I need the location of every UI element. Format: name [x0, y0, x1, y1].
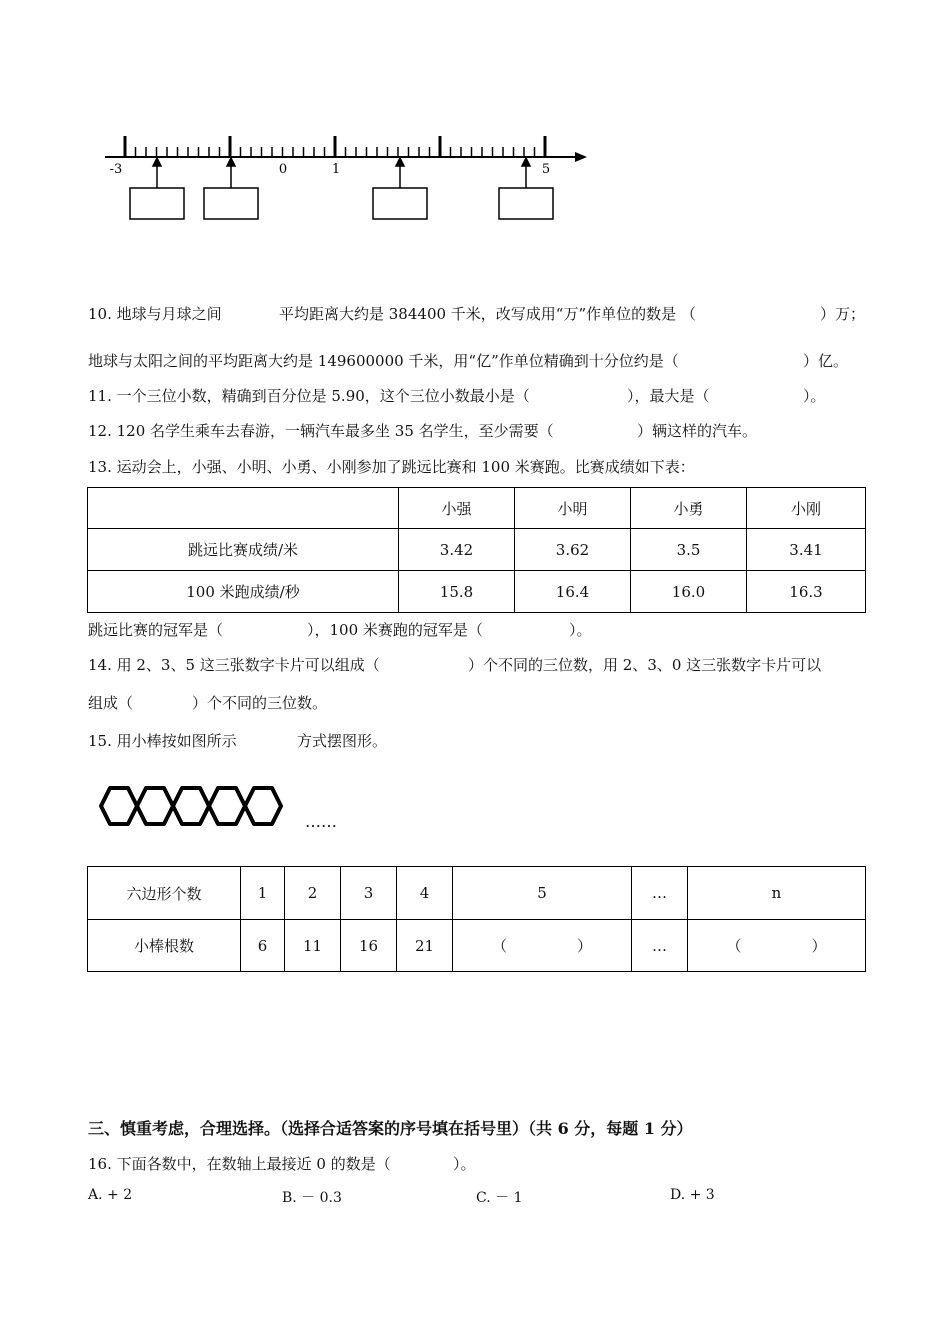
open-paren: （ [726, 937, 742, 955]
q12-part-a: 12. 120 名学生乘车去春游，一辆汽车最多坐 35 名学生，至少需要（ [88, 422, 554, 440]
close-paren: ） [811, 937, 827, 955]
row-label: 跳远比赛成绩/米 [88, 529, 399, 571]
open-paren: （ [491, 937, 507, 955]
q15-part-a: 15. 用小棒按如图所示 [88, 732, 237, 750]
row-label: 小棒根数 [88, 920, 241, 972]
section-3-heading: 三、慎重考虑，合理选择。（选择合适答案的序号填在括号里）（共 6 分，每题 1 分） [88, 1119, 693, 1138]
table-cell: 16.3 [747, 571, 866, 613]
q14-line1-part-b: ）个不同的三位数，用 2、3、0 这三张数字卡片可以 [468, 656, 822, 674]
table-cell: 15.8 [399, 571, 515, 613]
hexagon-table [87, 866, 866, 972]
answer-blank-cell[interactable] [688, 920, 866, 972]
header-cell: 小强 [399, 488, 515, 529]
q10-line2-end: ）亿。 [803, 352, 849, 370]
table-cell: 21 [397, 920, 453, 972]
row-label: 六边形个数 [88, 867, 241, 920]
table-cell: 16.0 [631, 571, 747, 613]
option-c[interactable]: C. － 1 [476, 1190, 523, 1206]
option-b[interactable]: B. － 0.3 [282, 1190, 342, 1206]
q14-line2-part-b: ）个不同的三位数。 [192, 694, 328, 712]
q14-line2-part-a: 组成（ [88, 694, 134, 712]
q11-part-c: ）。 [803, 387, 826, 405]
number-line-ticks [125, 136, 545, 157]
table-cell: 1 [241, 867, 285, 920]
answer-box-4[interactable] [499, 188, 553, 219]
q16-part-b: ）。 [453, 1155, 476, 1173]
table-cell: 16.4 [515, 571, 631, 613]
q10-line1-part-c: ）万； [820, 305, 866, 323]
table-row [88, 529, 866, 571]
table-row [88, 571, 866, 613]
table-row [88, 920, 866, 972]
option-d[interactable]: D. + 3 [670, 1187, 715, 1203]
option-a[interactable]: A. + 2 [88, 1187, 133, 1203]
q13-after-part-b: ），100 米赛跑的冠军是（ [307, 621, 483, 639]
table-cell: 11 [285, 920, 341, 972]
hexagon-chain-figure [98, 782, 298, 832]
table-cell: 3 [341, 867, 397, 920]
table-cell: 3.42 [399, 529, 515, 571]
table-cell: 3.62 [515, 529, 631, 571]
hexagon-2 [137, 788, 173, 824]
table-cell: 16 [341, 920, 397, 972]
tick-label-1: 1 [331, 162, 341, 177]
answer-box-3[interactable] [373, 188, 427, 219]
table-row [88, 867, 866, 920]
q12-part-b: ）辆这样的汽车。 [637, 422, 758, 440]
close-paren: ） [577, 937, 593, 955]
table-cell: 2 [285, 867, 341, 920]
row-label: 100 米跑成绩/秒 [88, 571, 399, 613]
q14-line1-part-a: 14. 用 2、3、5 这三张数字卡片可以组成（ [88, 656, 380, 674]
q13-after-part-c: ）。 [569, 621, 592, 639]
table-cell: 3.5 [631, 529, 747, 571]
q11-part-b: ），最大是（ [627, 387, 710, 405]
hexagon-3 [173, 788, 209, 824]
score-table [87, 487, 866, 613]
header-cell: 小明 [515, 488, 631, 529]
hexagon-5 [245, 788, 281, 824]
q13-after-part-a: 跳远比赛的冠军是（ [88, 621, 224, 639]
hexagon-4 [209, 788, 245, 824]
table-cell: 6 [241, 920, 285, 972]
q10-line1-part-b: 平均距离大约是 384400 千米，改写成用“万”作单位的数是 （ [279, 305, 696, 323]
header-cell: 小勇 [631, 488, 747, 529]
q10-line1-part-a: 10. 地球与月球之间 [88, 305, 222, 323]
q16-part-a: 16. 下面各数中，在数轴上最接近 0 的数是（ [88, 1155, 391, 1173]
header-cell [88, 488, 399, 529]
pointer-arrows [153, 158, 530, 188]
answer-box-2[interactable] [204, 188, 258, 219]
axis-arrowhead [575, 152, 587, 162]
continuation-dots: …… [305, 812, 337, 831]
answer-blank-cell[interactable] [453, 920, 632, 972]
table-cell: 5 [453, 867, 632, 920]
q13-text: 13. 运动会上，小强、小明、小勇、小刚参加了跳远比赛和 100 米赛跑。比赛成绩如下表： [88, 458, 695, 476]
hexagon-1 [101, 788, 137, 824]
table-header-row [88, 488, 866, 529]
tick-label-minus3: -3 [109, 162, 123, 177]
table-cell: … [632, 867, 688, 920]
q15-part-b: 方式摆图形。 [297, 732, 388, 750]
tick-label-0: 0 [278, 162, 288, 177]
table-cell: 4 [397, 867, 453, 920]
header-cell: 小刚 [747, 488, 866, 529]
table-cell: … [632, 920, 688, 972]
tick-label-5: 5 [541, 162, 551, 177]
answer-box-1[interactable] [130, 188, 184, 219]
q10-line2: 地球与太阳之间的平均距离大约是 149600000 千米，用“亿”作单位精确到十分位约是（ [88, 352, 679, 370]
number-line-figure [95, 128, 595, 228]
table-cell: 3.41 [747, 529, 866, 571]
table-cell: n [688, 867, 866, 920]
q11-part-a: 11. 一个三位小数，精确到百分位是 5.90，这个三位小数最小是（ [88, 387, 530, 405]
